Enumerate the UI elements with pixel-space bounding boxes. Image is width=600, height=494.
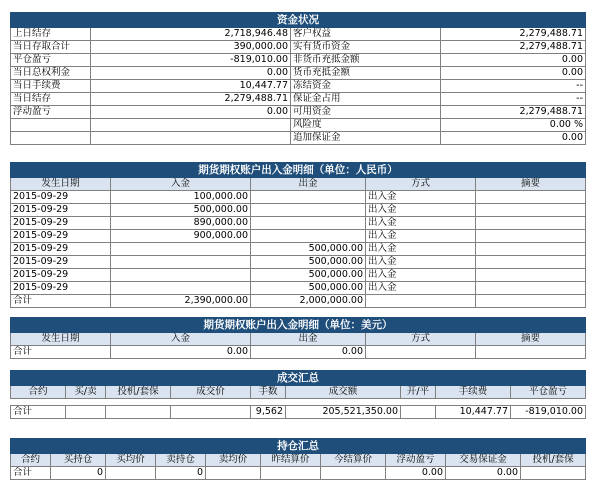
- table-cell: 2015-09-29: [11, 256, 111, 269]
- fund-label: [11, 132, 91, 145]
- spacer-cell: [66, 399, 106, 406]
- table-cell: 2015-09-29: [11, 269, 111, 282]
- total-cell: [321, 467, 386, 480]
- fund-status-row: [11, 93, 586, 106]
- total-cell: [476, 346, 586, 359]
- total-cell: 0.00: [111, 346, 251, 359]
- table-row: [11, 269, 586, 282]
- table-cell: [111, 282, 251, 295]
- table-cell: 2015-09-29: [11, 243, 111, 256]
- trade-summary-header: [11, 371, 586, 386]
- column-header-row: [11, 454, 586, 467]
- column-header: 投机/套保: [521, 454, 586, 467]
- spacer-cell: [286, 399, 401, 406]
- table-row: [11, 191, 586, 204]
- table-cell: 890,000.00: [111, 217, 251, 230]
- position-summary-links: [533, 439, 583, 453]
- fund-label: 平仓盈亏: [11, 54, 91, 67]
- total-cell: [261, 467, 321, 480]
- table-cell: 出入金: [366, 230, 476, 243]
- fund-value: --: [441, 80, 586, 93]
- column-header: 发生日期: [11, 333, 111, 346]
- fund-value: --: [441, 93, 586, 106]
- column-header: 入金: [111, 333, 251, 346]
- trade-summary-links: [426, 371, 583, 385]
- table-cell: 出入金: [366, 243, 476, 256]
- column-header: 入金: [111, 178, 251, 191]
- fund-label: 可用资金: [291, 106, 441, 119]
- fund-value: [91, 119, 291, 132]
- fund-label: 上日结存: [11, 28, 91, 41]
- trade-summary-table: [10, 370, 586, 419]
- table-cell: [476, 282, 586, 295]
- fund-status-row: [11, 106, 586, 119]
- fund-value: 0.00: [441, 54, 586, 67]
- spacer-cell: [401, 399, 436, 406]
- total-cell: 9,562: [251, 406, 286, 419]
- column-header: 卖持仓: [156, 454, 206, 467]
- table-cell: [476, 256, 586, 269]
- table-cell: 100,000.00: [111, 191, 251, 204]
- fund-value: 0.00 %: [441, 119, 586, 132]
- fund-value: 0.00: [441, 132, 586, 145]
- table-cell: [251, 217, 366, 230]
- table-cell: 出入金: [366, 217, 476, 230]
- table-cell: 出入金: [366, 191, 476, 204]
- total-cell: 0: [51, 467, 106, 480]
- total-cell: [206, 467, 261, 480]
- total-cell: -819,010.00: [511, 406, 586, 419]
- fund-value: -819,010.00: [91, 54, 291, 67]
- table-cell: 500,000.00: [251, 282, 366, 295]
- column-header: 成交价: [171, 386, 251, 399]
- fund-value: 2,718,946.48: [91, 28, 291, 41]
- column-header: 昨结算价: [261, 454, 321, 467]
- fund-value: 0.00: [91, 106, 291, 119]
- total-cell: 0.00: [251, 346, 366, 359]
- column-header: 开/平: [401, 386, 436, 399]
- table-cell: 2015-09-29: [11, 230, 111, 243]
- column-header: 合约: [11, 386, 66, 399]
- spacer-row: [11, 399, 586, 406]
- fund-label: 货币充抵金额: [291, 67, 441, 80]
- close-detail-link[interactable]: 平仓明细: [541, 372, 584, 384]
- fund-label: 非货币充抵金额: [291, 54, 441, 67]
- total-cell: 0.00: [386, 467, 446, 480]
- table-row: [11, 204, 586, 217]
- total-row: [11, 467, 586, 480]
- table-cell: [476, 204, 586, 217]
- fund-value: 2,279,488.71: [91, 93, 291, 106]
- column-header: 今结算价: [321, 454, 386, 467]
- column-header: 成交额: [286, 386, 401, 399]
- total-cell: 205,521,350.00: [286, 406, 401, 419]
- table-cell: [476, 217, 586, 230]
- rmb-flow-table: [10, 162, 586, 308]
- column-header: 投机/套保: [106, 386, 171, 399]
- total-cell: 合计: [11, 295, 111, 308]
- spacer-cell: [171, 399, 251, 406]
- table-cell: 出入金: [366, 282, 476, 295]
- trade-detail-link[interactable]: 成交明细: [487, 372, 530, 384]
- fund-value: [91, 132, 291, 145]
- position-detail-link[interactable]: 持仓明细: [541, 440, 584, 452]
- total-cell: [521, 467, 586, 480]
- column-header: 买持仓: [51, 454, 106, 467]
- spacer-cell: [511, 399, 586, 406]
- fund-value: 2,279,488.71: [441, 106, 586, 119]
- table-cell: [111, 269, 251, 282]
- total-cell: 2,000,000.00: [251, 295, 366, 308]
- fund-label: 追加保证金: [291, 132, 441, 145]
- table-cell: [476, 243, 586, 256]
- table-cell: [476, 269, 586, 282]
- column-header: 出金: [251, 333, 366, 346]
- fund-label: 客户权益: [291, 28, 441, 41]
- table-cell: 500,000.00: [251, 269, 366, 282]
- total-row: [11, 346, 586, 359]
- total-cell: [66, 406, 106, 419]
- fund-value: 390,000.00: [91, 41, 291, 54]
- column-header: 买均价: [106, 454, 156, 467]
- column-header-row: [11, 386, 586, 399]
- table-row: [11, 230, 586, 243]
- fund-label: 保证金占用: [291, 93, 441, 106]
- column-header: 发生日期: [11, 178, 111, 191]
- fund-label: [11, 119, 91, 132]
- fund-label: 实有货币资金: [291, 41, 441, 54]
- column-header: 卖均价: [206, 454, 261, 467]
- table-cell: 2015-09-29: [11, 217, 111, 230]
- total-cell: [366, 346, 476, 359]
- total-cell: 2,390,000.00: [111, 295, 251, 308]
- fund-status-row: [11, 132, 586, 145]
- table-row: [11, 243, 586, 256]
- column-header: 手数: [251, 386, 286, 399]
- column-header-row: [11, 333, 586, 346]
- fund-status-row: [11, 119, 586, 132]
- fund-status-title: 资金状况: [11, 13, 586, 28]
- column-header: 合约: [11, 454, 51, 467]
- column-header: 方式: [366, 333, 476, 346]
- usd-flow-table: [10, 317, 586, 359]
- fund-label: 当日手续费: [11, 80, 91, 93]
- fund-value: 10,447.77: [91, 80, 291, 93]
- table-cell: [476, 230, 586, 243]
- table-cell: 500,000.00: [111, 204, 251, 217]
- column-header: 平仓盈亏: [511, 386, 586, 399]
- fund-label: 当日存取合计: [11, 41, 91, 54]
- position-summary-header: [11, 439, 586, 454]
- total-cell: 合计: [11, 467, 51, 480]
- fund-label: 冻结资金: [291, 80, 441, 93]
- total-cell: [106, 467, 156, 480]
- total-cell: 0: [156, 467, 206, 480]
- column-header: 方式: [366, 178, 476, 191]
- fund-value: 0.00: [441, 67, 586, 80]
- table-row: [11, 217, 586, 230]
- total-cell: [401, 406, 436, 419]
- table-cell: 2015-09-29: [11, 282, 111, 295]
- total-cell: 合计: [11, 406, 66, 419]
- fund-status-row: [11, 41, 586, 54]
- total-cell: [106, 406, 171, 419]
- table-cell: 2015-09-29: [11, 204, 111, 217]
- column-header: 出金: [251, 178, 366, 191]
- column-header: 买/卖: [66, 386, 106, 399]
- table-cell: [251, 204, 366, 217]
- total-row: [11, 406, 586, 419]
- table-cell: 出入金: [366, 204, 476, 217]
- table-cell: [111, 243, 251, 256]
- fund-status-row: [11, 54, 586, 67]
- table-cell: [251, 230, 366, 243]
- rmb-flow-title: 期货期权账户出入金明细（单位：人民币）: [11, 163, 586, 178]
- total-cell: 10,447.77: [436, 406, 511, 419]
- spacer-cell: [11, 399, 66, 406]
- total-cell: 0.00: [446, 467, 521, 480]
- fund-status-row: [11, 28, 586, 41]
- fund-value: 0.00: [91, 67, 291, 80]
- product-summary-link[interactable]: 品种汇总: [434, 372, 477, 384]
- fund-value: 2,279,488.71: [441, 41, 586, 54]
- spacer-cell: [251, 399, 286, 406]
- column-header: 交易保证金: [446, 454, 521, 467]
- table-cell: 500,000.00: [251, 243, 366, 256]
- column-header-row: [11, 178, 586, 191]
- table-cell: 出入金: [366, 256, 476, 269]
- table-row: [11, 256, 586, 269]
- fund-label: 风险度: [291, 119, 441, 132]
- total-row: [11, 295, 586, 308]
- column-header: 浮动盈亏: [386, 454, 446, 467]
- table-cell: 900,000.00: [111, 230, 251, 243]
- column-header: 摘要: [476, 333, 586, 346]
- fund-status-table: [10, 12, 586, 145]
- spacer-cell: [436, 399, 511, 406]
- total-cell: [171, 406, 251, 419]
- table-cell: [476, 191, 586, 204]
- position-summary-table: [10, 438, 586, 480]
- total-cell: [476, 295, 586, 308]
- spacer-cell: [106, 399, 171, 406]
- total-cell: [366, 295, 476, 308]
- table-cell: 出入金: [366, 269, 476, 282]
- fund-status-row: [11, 67, 586, 80]
- trade-summary-title: 成交汇总: [277, 372, 320, 384]
- total-cell: 合计: [11, 346, 111, 359]
- fund-status-row: [11, 80, 586, 93]
- fund-label: 当日结存: [11, 93, 91, 106]
- fund-label: 当日总权利金: [11, 67, 91, 80]
- table-cell: [111, 256, 251, 269]
- usd-flow-title: 期货期权账户出入金明细（单位：美元）: [11, 318, 586, 333]
- table-cell: [251, 191, 366, 204]
- table-cell: 2015-09-29: [11, 191, 111, 204]
- column-header: 手续费: [436, 386, 511, 399]
- fund-label: 浮动盈亏: [11, 106, 91, 119]
- table-row: [11, 282, 586, 295]
- position-summary-title: 持仓汇总: [277, 440, 320, 452]
- column-header: 摘要: [476, 178, 586, 191]
- fund-value: 2,279,488.71: [441, 28, 586, 41]
- table-cell: 500,000.00: [251, 256, 366, 269]
